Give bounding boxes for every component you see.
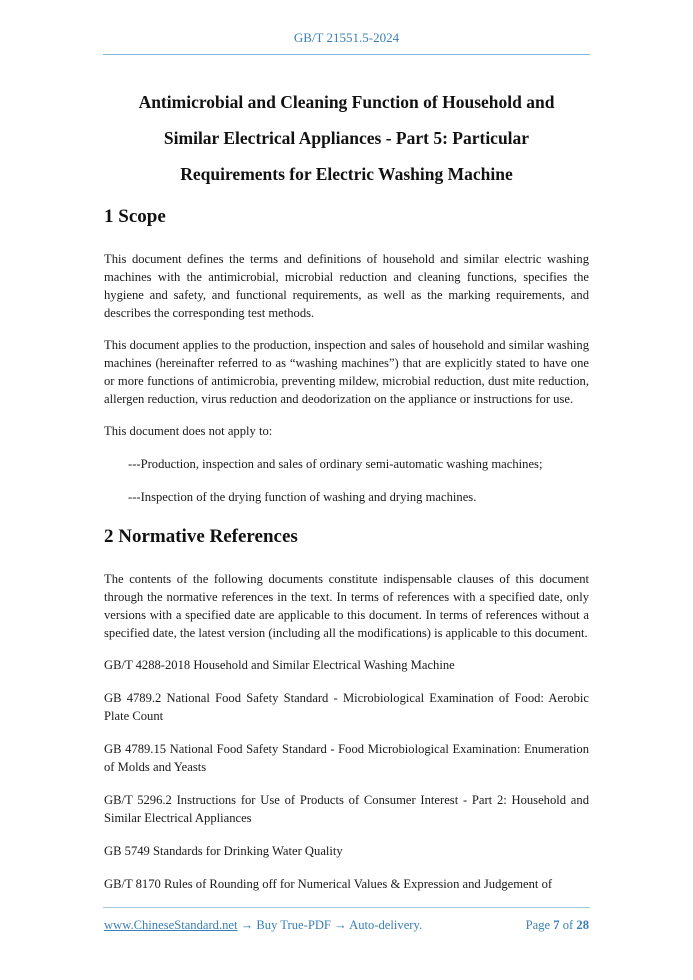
page-label: Page (525, 918, 551, 932)
document-title-line-3: Requirements for Electric Washing Machine (180, 164, 513, 184)
scope-exclusion-1: ---Production, inspection and sales of ordinary semi-automatic washing machines; (128, 457, 543, 471)
reference-item: GB/T 5296.2 Instructions for Use of Products of Consumer Interest - Part 2: Household and Similar Electrical Appliances (104, 793, 589, 825)
header-divider (103, 54, 590, 55)
reference-item: GB/T 8170 Rules of Rounding off for Numerical Values & Expression and Judgement of (104, 877, 553, 891)
scope-paragraph-3: This document does not apply to: (104, 424, 273, 438)
page-of-label: of (562, 918, 574, 932)
section-heading-normative-references: 2 Normative References (104, 526, 298, 547)
header-standard-code: GB/T 21551.5-2024 (293, 30, 400, 45)
document-title-line-2: Similar Electrical Appliances - Part 5: Particular (163, 128, 530, 148)
reference-item: GB 5749 Standards for Drinking Water Quality (104, 844, 343, 858)
reference-item: GB 4789.2 National Food Safety Standard - Microbiological Examination of Food: Aerobic Plate Count (104, 691, 589, 723)
page-indicator (526, 918, 589, 933)
footer-divider (103, 907, 590, 908)
footer-promo-text: → Buy True-PDF → Auto-delivery. (237, 918, 423, 932)
chinesestandard-link[interactable]: www.ChineseStandard.net (104, 918, 238, 932)
page-total: 28 (576, 918, 589, 932)
scope-exclusion-2: ---Inspection of the drying function of washing and drying machines. (128, 490, 477, 504)
document-title-line-1: Antimicrobial and Cleaning Function of Household and (138, 92, 555, 112)
section-heading-scope: 1 Scope (104, 206, 166, 227)
document-title (103, 84, 590, 192)
reference-item: GB/T 4288-2018 Household and Similar Electrical Washing Machine (104, 658, 455, 672)
page-current: 7 (553, 918, 560, 932)
footer-promo (104, 918, 422, 933)
normative-references-intro: The contents of the following documents constitute indispensable clauses of this document through the normative references in the text. In terms of references with a specified date, only versions with a specified date are applicable to this document. In terms of references without a specified date, the latest version (including all the modifications) is applicable to this document. (104, 572, 589, 640)
scope-paragraph-1: This document defines the terms and definitions of household and similar electric washing machines with the antimicrobial, microbial reduction and cleaning functions, specifies the hygiene and safety, and functional requirements, as well as the marking requirements, and describes the corresponding test methods. (104, 252, 589, 320)
reference-item: GB 4789.15 National Food Safety Standard - Food Microbiological Examination: Enumeration of Molds and Yeasts (104, 742, 589, 774)
scope-paragraph-2: This document applies to the production, inspection and sales of household and similar washing machines (hereinafter referred to as “washing machines”) that are explicitly stated to have one or more functions of antimicrobia, preventing mildew, microbial reduction, dust mite reduction, allergen reduction, virus reduction and deodorization on the appliance or instructions for use. (104, 338, 589, 406)
